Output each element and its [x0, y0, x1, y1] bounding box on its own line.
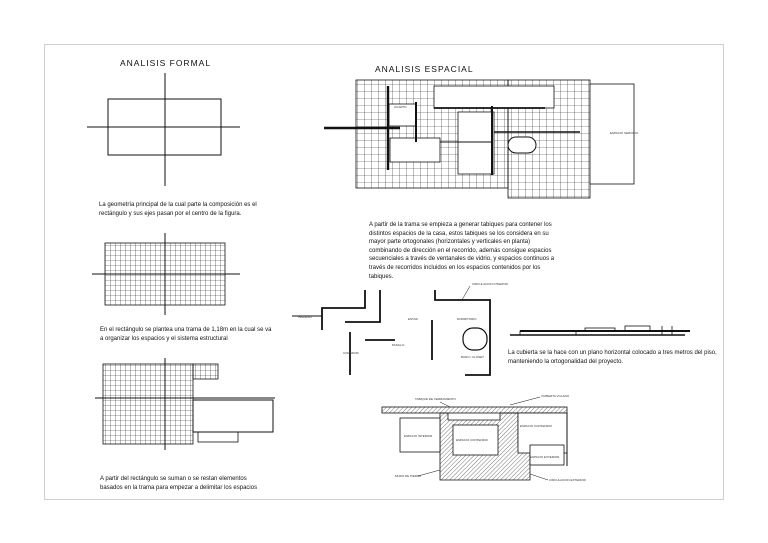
svg-text:ESPACIO CONTENIDO: ESPACIO CONTENIDO	[456, 438, 488, 442]
espacial-plan-grid	[324, 80, 639, 198]
formal-title: ANALISIS FORMAL	[120, 58, 212, 68]
formal-rectangle-axes	[87, 73, 240, 186]
espacial-sequence-plan	[292, 282, 509, 375]
svg-text:CIRCULACION EXTERIOR: CIRCULACION EXTERIOR	[549, 478, 586, 482]
formal-text-2: En el rectángulo se plantea una trama de 1,18m en la cual se va a organizar los espacios y el sistema estructural	[100, 327, 272, 342]
svg-text:CUBIERTA VOLADO: CUBIERTA VOLADO	[541, 394, 570, 398]
svg-text:PASILLO: PASILLO	[392, 343, 405, 347]
formal-grid-composition	[95, 358, 275, 450]
svg-text:CUARTO: CUARTO	[394, 105, 407, 109]
svg-text:ESPACIO CONTENIDO: ESPACIO CONTENIDO	[520, 424, 552, 428]
espacial-title: ANALISIS ESPACIAL	[375, 64, 474, 74]
svg-text:ESTAR: ESTAR	[408, 317, 418, 321]
svg-text:ESPACIO EXTERIOR: ESPACIO EXTERIOR	[530, 455, 560, 459]
svg-text:ESPACIO SERVICIO: ESPACIO SERVICIO	[610, 131, 639, 135]
svg-text:COMEDOR: COMEDOR	[343, 351, 359, 355]
svg-text:TABIQUE DE CERRAMIENTO: TABIQUE DE CERRAMIENTO	[415, 397, 456, 401]
formal-text-3: A partir del rectángulo se suman o se restan elementos basados en la trama para empezar a delimitar los espacios	[100, 476, 258, 491]
svg-text:MURO DE PIEDRA: MURO DE PIEDRA	[395, 474, 422, 478]
svg-text:INGRESO: INGRESO	[298, 315, 312, 319]
svg-text:BANO / CLOSET: BANO / CLOSET	[461, 355, 485, 359]
formal-grid-rectangle	[92, 233, 240, 315]
espacial-hatched-plan	[382, 394, 587, 482]
espacial-text-2: La cubierta se la hace con un plano horizontal colocado a tres metros del piso, manteniendo la ortogonalidad del proyecto.	[508, 350, 717, 365]
espacial-elevation	[510, 326, 690, 335]
svg-text:ESPACIO INTERIOR: ESPACIO INTERIOR	[404, 434, 433, 438]
espacial-text-1: A partir de la trama se empieza a generar tabiques para contener los distintos espacios de la casa, estos tabiques se los considera en su mayor parte ortogonales (horizontales y verticales en planta) combinando de dirección en el recorrido, además consigue espacios secuenciales a través de ventanales de vidrio, y espacios continuos a través de recorridos incluidos en los espacios contenidos por los tabiques.	[369, 222, 555, 280]
svg-text:DORMITORIO: DORMITORIO	[457, 317, 477, 321]
svg-text:CIRCULACION INTERIOR: CIRCULACION INTERIOR	[472, 282, 508, 286]
formal-text-1: La geometría principal de la cual parte la composición es el rectángulo y sus ejes pasan por el centro de la figura.	[99, 202, 257, 217]
